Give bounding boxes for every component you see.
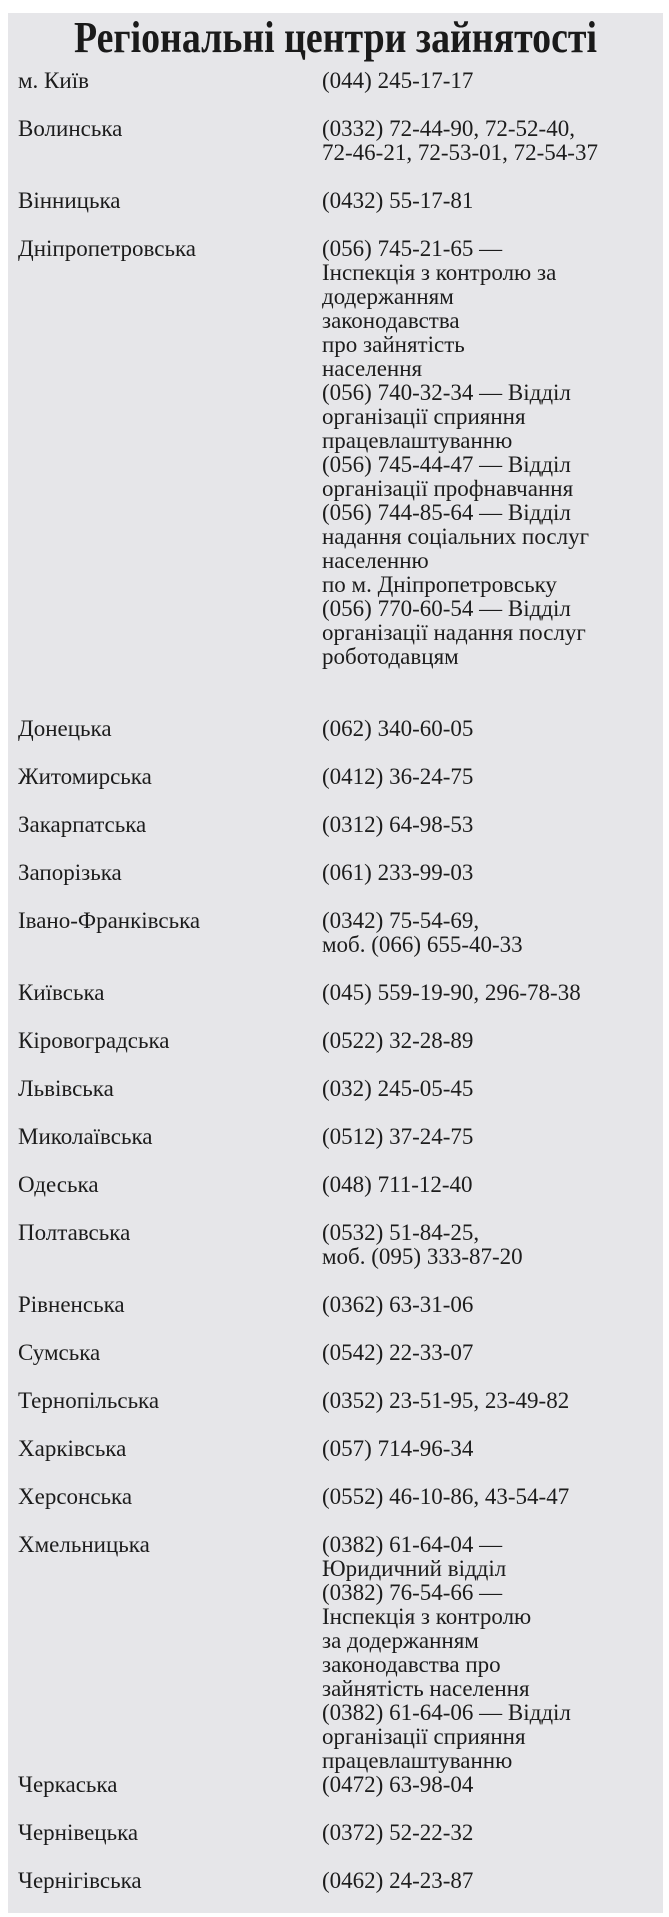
region-name: Дніпропетровська [18, 236, 197, 261]
phone-numbers: (0312) 64-98-53 [322, 812, 474, 837]
phone-numbers: (0552) 46-10-86, 43-54-47 [322, 1484, 570, 1509]
region-name: Вінницька [18, 188, 121, 213]
phone-numbers: (0382) 61-64-04 — Юридичний відділ (0382) 76-54-66 — Інспекція з контролю за додержанням законодавства про зайнятість населення (0382) 61-64-06 — Відділ організації сприяння працевлаштуванню [322, 1532, 571, 1773]
region-name: Київська [18, 980, 105, 1005]
region-name: Львівська [18, 1076, 114, 1101]
phone-numbers: (0432) 55-17-81 [322, 188, 474, 213]
phone-numbers: (061) 233-99-03 [322, 860, 474, 885]
region-name: Полтавська [18, 1220, 131, 1245]
region-name: Хмельницька [18, 1532, 150, 1557]
phone-numbers: (032) 245-05-45 [322, 1076, 474, 1101]
phone-numbers: (0522) 32-28-89 [322, 1028, 474, 1053]
phone-numbers: (045) 559-19-90, 296-78-38 [322, 980, 581, 1005]
phone-numbers: (0542) 22-33-07 [322, 1340, 474, 1365]
phone-numbers: (057) 714-96-34 [322, 1436, 474, 1461]
region-name: Черкаська [18, 1772, 118, 1797]
region-name: Рівненська [18, 1292, 125, 1317]
region-name: Запорізька [18, 860, 122, 885]
phone-numbers: (0332) 72-44-90, 72-52-40, 72-46-21, 72-53-01, 72-54-37 [322, 116, 598, 165]
phone-numbers: (062) 340-60-05 [322, 716, 474, 741]
region-name: Івано-Франківська [18, 908, 201, 933]
region-name: Миколаївська [18, 1124, 153, 1149]
region-name: Херсонська [18, 1484, 133, 1509]
phone-numbers: (0532) 51-84-25, моб. (095) 333-87-20 [322, 1220, 523, 1269]
phone-numbers: (0362) 63-31-06 [322, 1292, 474, 1317]
phone-numbers: (0342) 75-54-69, моб. (066) 655-40-33 [322, 908, 523, 957]
region-name: Тернопільська [18, 1388, 160, 1413]
region-name: Харківська [18, 1436, 127, 1461]
phone-numbers: (0472) 63-98-04 [322, 1772, 474, 1797]
region-name: м. Київ [18, 68, 89, 93]
region-name: Сумська [18, 1340, 101, 1365]
phone-numbers: (056) 745-21-65 — Інспекція з контролю за додержанням законодавства про зайнятість населення (056) 740-32-34 — Відділ організації сприяння працевлаштуванню (056) 745-44-47 — Відділ організації профнавчання (056) 744-85-64 — Відділ надання соціальних послуг населенню по м. Дніпропетровську (056) 770-60-54 — Відділ організації надання послуг роботодавцям [322, 236, 590, 669]
phone-numbers: (0372) 52-22-32 [322, 1820, 474, 1845]
phone-numbers: (0512) 37-24-75 [322, 1124, 474, 1149]
phone-numbers: (0462) 24-23-87 [322, 1868, 474, 1893]
region-name: Одеська [18, 1172, 99, 1197]
region-name: Закарпатська [18, 812, 147, 837]
region-name: Донецька [18, 716, 112, 741]
region-name: Волинська [18, 116, 123, 141]
region-name: Чернівецька [18, 1820, 139, 1845]
phone-numbers: (0412) 36-24-75 [322, 764, 474, 789]
region-name: Чернігівська [18, 1868, 142, 1893]
region-name: Кіровоградська [18, 1028, 170, 1053]
phone-numbers: (044) 245-17-17 [322, 68, 474, 93]
contacts-sheet [8, 13, 663, 1913]
page-title: Регіональні центри зайнятості [74, 13, 597, 62]
region-name: Житомирська [18, 764, 152, 789]
phone-numbers: (048) 711-12-40 [322, 1172, 473, 1197]
phone-numbers: (0352) 23-51-95, 23-49-82 [322, 1388, 570, 1413]
